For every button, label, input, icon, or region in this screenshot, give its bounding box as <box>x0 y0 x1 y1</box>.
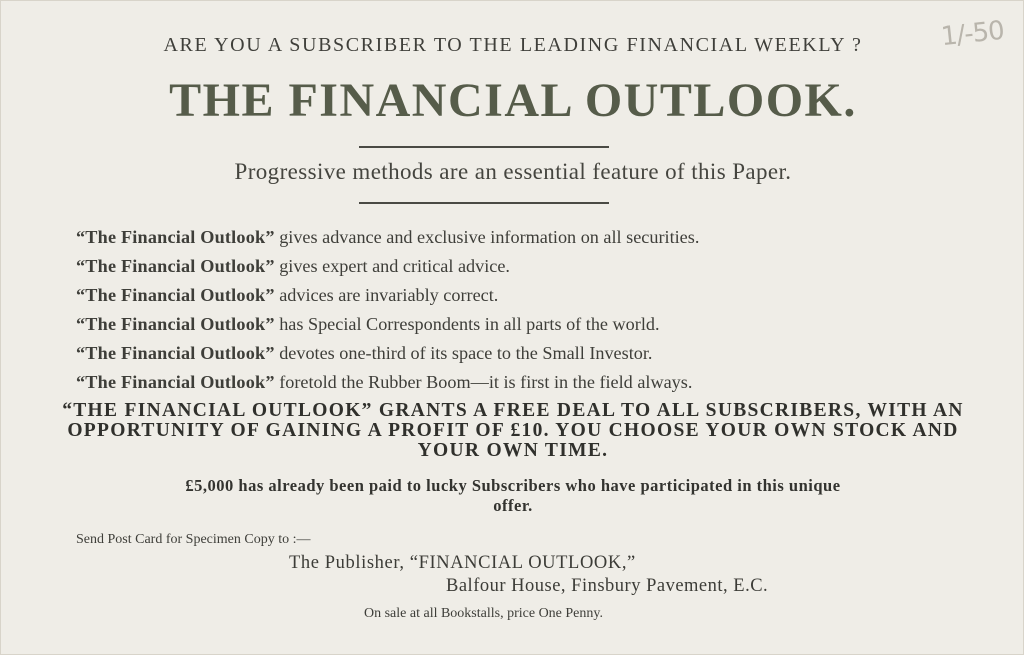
feature-item <box>76 310 699 339</box>
masthead-title: THE FINANCIAL OUTLOOK. <box>169 74 857 127</box>
feature-name: “The Financial Outlook” <box>76 343 275 363</box>
feature-item <box>76 281 699 310</box>
feature-item <box>76 223 699 252</box>
feature-list <box>76 223 699 397</box>
feature-name: “The Financial Outlook” <box>76 372 275 392</box>
feature-item <box>76 252 699 281</box>
feature-name: “The Financial Outlook” <box>76 314 275 334</box>
feature-text: foretold the Rubber Boom—it is first in the field always. <box>279 372 693 392</box>
kicker-heading: ARE YOU A SUBSCRIBER TO THE LEADING FINANCIAL WEEKLY ? <box>163 34 863 56</box>
feature-text: gives expert and critical advice. <box>279 256 510 276</box>
feature-text: gives advance and exclusive information on all securities. <box>279 227 700 247</box>
publisher-address: Balfour House, Finsbury Pavement, E.C. <box>446 576 769 596</box>
feature-name: “The Financial Outlook” <box>76 227 275 247</box>
feature-text: has Special Correspondents in all parts of the world. <box>279 314 660 334</box>
offer-announcement: “THE FINANCIAL OUTLOOK” GRANTS A FREE DEAL TO ALL SUBSCRIBERS, WITH AN OPPORTUNITY OF GAINING A PROFIT OF £10. YOU CHOOSE YOUR OWN STOCK AND YOUR OWN TIME. <box>62 400 964 461</box>
feature-item <box>76 368 699 397</box>
divider-top <box>359 146 609 148</box>
publisher-name: The Publisher, “FINANCIAL OUTLOOK,” <box>289 553 636 573</box>
tagline: Progressive methods are an essential feature of this Paper. <box>234 159 792 184</box>
feature-name: “The Financial Outlook” <box>76 256 275 276</box>
pencil-price-mark: 1/-50 <box>939 15 1006 53</box>
feature-name: “The Financial Outlook” <box>76 285 275 305</box>
feature-text: devotes one-third of its space to the Small Investor. <box>279 343 653 363</box>
paid-notice: £5,000 has already been paid to lucky Subscribers who have participated in this unique offer. <box>185 476 841 515</box>
price-note: On sale at all Bookstalls, price One Penny. <box>364 606 603 621</box>
feature-text: advices are invariably correct. <box>279 285 499 305</box>
feature-item <box>76 339 699 368</box>
divider-bottom <box>359 202 609 204</box>
specimen-instruction: Send Post Card for Specimen Copy to :— <box>76 532 311 547</box>
